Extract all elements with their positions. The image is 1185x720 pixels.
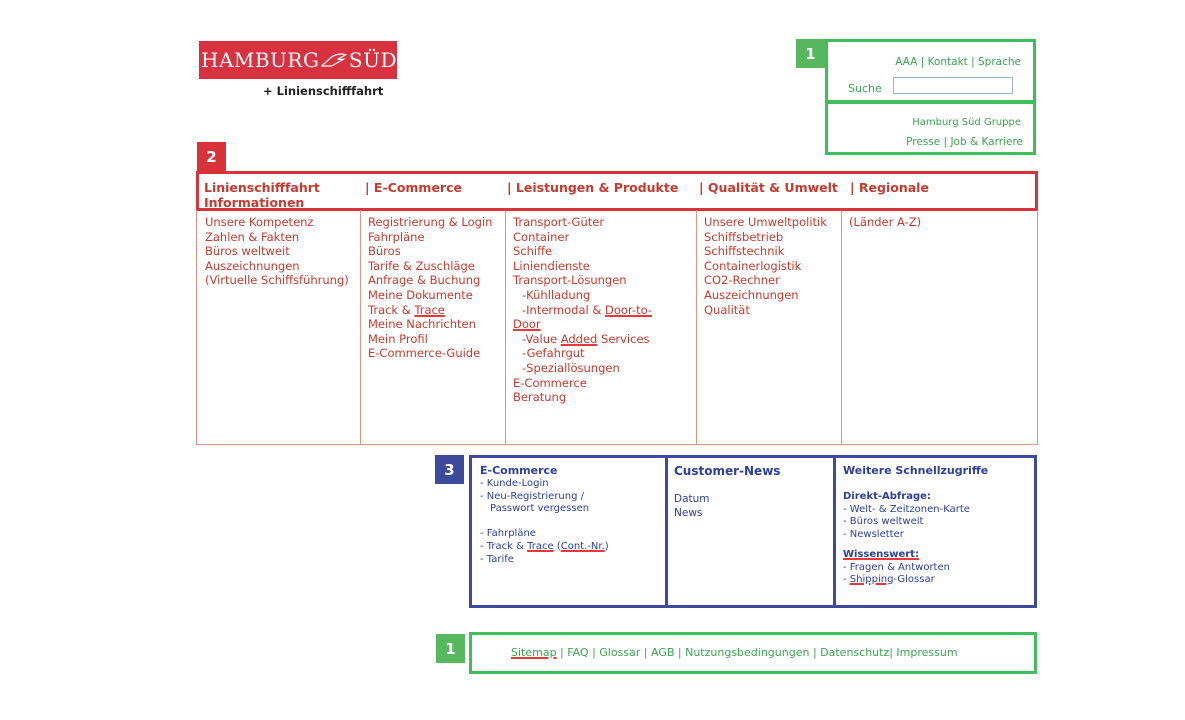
quick-link-text-underlined: Shipping [849,574,894,586]
separator: | [971,56,975,68]
utility-box [825,39,1036,103]
search-label: Suche [848,82,882,95]
sitemap-link[interactable]: Sitemap [511,646,557,659]
news-link[interactable]: News [674,507,703,519]
ecommerce-panel-title: E-Commerce [480,464,558,477]
logo-subtitle: + Linienschifffahrt [263,84,384,98]
menu-item[interactable]: Meine Dokumente [368,287,473,302]
news-date-label: Datum [674,493,710,505]
quick-link[interactable]: - Neu-Registrierung / [480,490,584,502]
menu-item-text: -Value [522,331,561,346]
menu-item[interactable]: Schiffstechnik [704,244,785,259]
separator: | [920,56,925,68]
menu-item[interactable]: Büros weltweit [205,244,290,259]
utility-links [895,56,1021,68]
menu-item[interactable]: -Gefahrgut [522,346,585,361]
nav-regionale[interactable]: | Regionale [850,180,929,195]
menu-item[interactable]: Auszeichnungen [205,258,300,273]
separator: | [943,136,948,148]
nav-informationen[interactable]: Informationen [204,195,305,210]
hamburg-sued-logo[interactable] [199,41,397,79]
menu-item[interactable]: Container [513,229,570,244]
group-box [825,101,1036,155]
annotation-marker-2: 2 [197,142,226,171]
menu-item-text-underlined: Door [513,317,541,332]
menu-column-linienschifffahrt [197,210,360,444]
menu-item-text-underlined: Added [560,331,598,346]
nav-ecommerce[interactable]: | E-Commerce [365,180,462,195]
menu-item[interactable]: Beratung [513,390,567,405]
quick-link-text: - Track & [480,540,528,552]
menu-item-text-underlined: Trace [414,302,445,317]
quick-link[interactable]: - Fahrpläne [480,528,536,540]
logo-wing-icon [321,50,346,70]
menu-item[interactable]: (Virtuelle Schiffsführung) [205,273,349,288]
quick-link[interactable]: - Newsletter [843,529,904,541]
kontakt-link[interactable]: Kontakt [927,56,968,68]
menu-item[interactable]: Transport-Lösungen [513,273,627,288]
menu-item-intermodal-cont[interactable] [513,317,652,332]
logo-text-right: SÜD [348,48,397,72]
menu-item-text: Services [597,331,650,346]
menu-item[interactable]: Mein Profil [368,331,428,346]
menu-column-qualitaet [696,210,841,444]
menu-item-intermodal[interactable] [513,303,652,318]
quick-links-panel [836,458,1034,605]
quick-link-text: -Glossar [893,574,935,586]
press-job-links [906,136,1023,148]
quick-links-title: Weitere Schnellzugriffe [843,464,989,477]
quick-link[interactable]: - Welt- & Zeitzonen-Karte [843,503,970,515]
customer-news-panel [668,458,836,605]
menu-item[interactable]: Schiffe [513,244,553,259]
quick-link[interactable]: - Fragen & Antworten [843,561,950,573]
menu-item[interactable]: Schiffsbetrieb [704,229,784,244]
menu-item[interactable]: E-Commerce [513,375,587,390]
menu-item-value-added[interactable] [513,332,652,347]
logo-text-left: HAMBURG [201,48,320,72]
search-input[interactable] [893,77,1013,94]
menu-item[interactable]: CO2-Rechner [704,273,780,288]
customer-news-title: Customer-News [674,464,781,478]
menu-item[interactable]: Liniendienste [513,258,590,273]
nav-qualitaet-umwelt[interactable]: | Qualität & Umwelt [699,180,838,195]
annotation-marker-1-bottom: 1 [436,634,465,663]
menu-item[interactable]: Unsere Kompetenz [205,215,314,229]
nav-linienschifffahrt[interactable]: Linienschifffahrt [204,180,320,195]
quick-link[interactable]: - Tarife [480,553,514,565]
nav-leistungen-produkte[interactable]: | Leistungen & Produkte [507,180,679,195]
menu-item[interactable]: Qualität [704,302,750,317]
group-link[interactable]: Hamburg Süd Gruppe [912,117,1021,128]
quick-link-track-trace[interactable] [480,541,609,554]
menu-item[interactable]: (Länder A-Z) [849,215,922,229]
menu-item[interactable]: -Kühlladung [522,287,591,302]
menu-item[interactable]: Anfrage & Buchung [368,273,481,288]
menu-item[interactable]: Transport-Güter [513,215,605,229]
menu-item[interactable]: Unsere Umweltpolitik [704,215,827,229]
quick-link[interactable]: Passwort vergessen [490,503,590,515]
quick-link-text: - [843,574,850,586]
footer-links-box [469,632,1037,674]
menu-item[interactable]: Fahrpläne [368,229,425,244]
quick-link[interactable]: - Kunde-Login [480,478,549,489]
menu-item-text-underlined: Door-to- [605,302,652,317]
ecommerce-panel [472,458,668,605]
footer-other-links[interactable]: | FAQ | Glossar | AGB | Nutzungsbedingungen | Datenschutz| Impressum [556,646,958,659]
quick-link-text: ) [604,540,609,552]
quick-access-section [469,455,1037,608]
main-navigation [196,171,1038,211]
menu-item[interactable]: E-Commerce-Guide [368,346,481,361]
font-size-link[interactable]: AAA [895,56,918,68]
menu-column-regionale [841,210,1037,444]
mega-menu [196,210,1038,445]
presse-link[interactable]: Presse [906,136,941,148]
menu-item[interactable]: Zahlen & Fakten [205,229,300,244]
quick-link-glossar[interactable] [843,574,970,587]
direkt-abfrage-heading: Direkt-Abfrage: [843,491,931,502]
wissenswert-heading: Wissenswert: [843,548,919,560]
menu-item-track-trace[interactable] [368,303,492,318]
menu-item[interactable]: -Speziallösungen [522,360,620,375]
menu-item[interactable]: Registrierung & Login [368,215,493,229]
menu-item[interactable]: Büros [368,244,401,259]
annotation-marker-3: 3 [435,455,464,484]
quick-link-text-underlined: Cont.-Nr. [560,540,605,552]
menu-item[interactable]: Meine Nachrichten [368,317,476,332]
quick-link-text-underlined: Trace [527,540,554,552]
menu-item[interactable]: Tarife & Zuschläge [368,258,475,273]
job-karriere-link[interactable]: Job & Karriere [950,136,1023,148]
quick-link[interactable]: - Büros weltweit [843,516,924,528]
menu-column-leistungen [505,210,696,444]
menu-item[interactable]: Auszeichnungen [704,287,799,302]
menu-item[interactable]: Containerlogistik [704,258,802,273]
menu-item-text: -Intermodal & [522,302,605,317]
quick-link-text: ( [553,540,561,552]
annotation-marker-1-top: 1 [796,39,825,68]
sprache-link[interactable]: Sprache [978,56,1021,68]
menu-column-ecommerce [360,210,505,444]
menu-item-text: Track & [368,302,415,317]
footer-links [511,646,958,659]
